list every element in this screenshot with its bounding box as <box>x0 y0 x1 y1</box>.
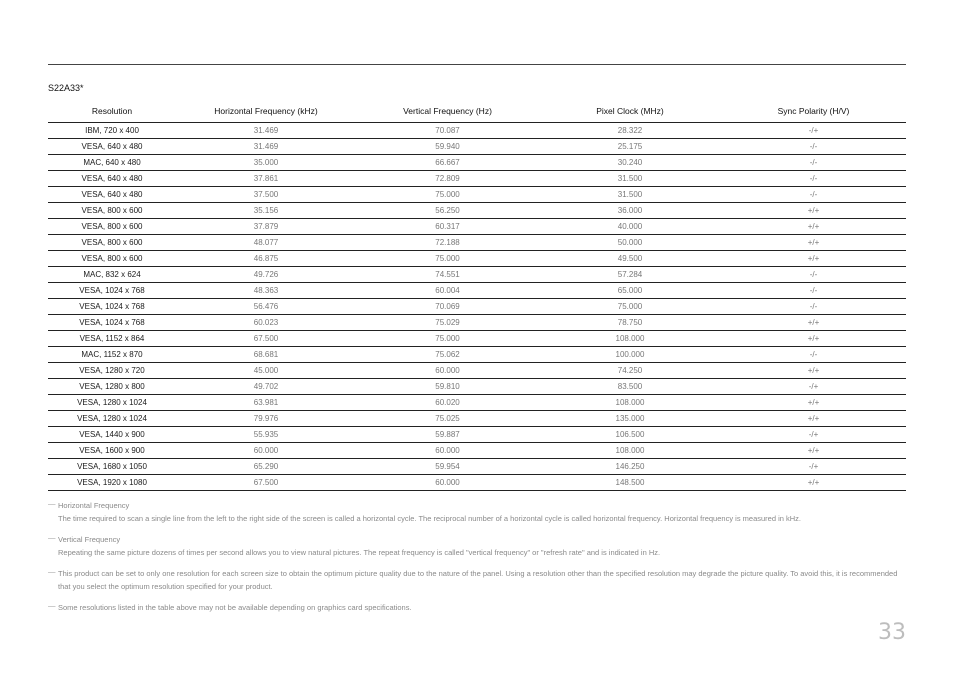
footnote-dash: ― <box>48 499 56 508</box>
footnote-text: Some resolutions listed in the table above may not be available depending on graphics card specifications. <box>58 603 412 612</box>
cell-sync-polarity: -/+ <box>721 459 906 475</box>
page-number: 33 <box>878 620 906 645</box>
cell-horizontal-frequency: 67.500 <box>176 331 356 347</box>
cell-horizontal-frequency: 49.702 <box>176 379 356 395</box>
table-row <box>48 251 906 267</box>
footnote <box>48 601 908 614</box>
cell-pixel-clock: 108.000 <box>539 331 721 347</box>
cell-sync-polarity: +/+ <box>721 395 906 411</box>
cell-pixel-clock: 75.000 <box>539 299 721 315</box>
cell-pixel-clock: 148.500 <box>539 475 721 491</box>
table-row <box>48 315 906 331</box>
cell-vertical-frequency: 72.809 <box>356 171 539 187</box>
cell-resolution: VESA, 1280 x 720 <box>48 363 176 379</box>
cell-resolution: MAC, 640 x 480 <box>48 155 176 171</box>
cell-vertical-frequency: 74.551 <box>356 267 539 283</box>
footnote-title: Vertical Frequency <box>58 535 121 544</box>
cell-vertical-frequency: 60.020 <box>356 395 539 411</box>
table-row <box>48 363 906 379</box>
cell-sync-polarity: -/- <box>721 171 906 187</box>
footnote-dash: ― <box>48 567 56 576</box>
cell-resolution: VESA, 1024 x 768 <box>48 315 176 331</box>
cell-vertical-frequency: 75.025 <box>356 411 539 427</box>
cell-pixel-clock: 146.250 <box>539 459 721 475</box>
cell-sync-polarity: -/- <box>721 139 906 155</box>
cell-sync-polarity: +/+ <box>721 331 906 347</box>
header-pixel-clock: Pixel Clock (MHz) <box>539 100 721 123</box>
cell-horizontal-frequency: 60.000 <box>176 443 356 459</box>
table-row <box>48 395 906 411</box>
header-vertical-frequency: Vertical Frequency (Hz) <box>356 100 539 123</box>
cell-pixel-clock: 31.500 <box>539 187 721 203</box>
header-resolution: Resolution <box>48 100 176 123</box>
table-row <box>48 475 906 491</box>
header-sync-polarity: Sync Polarity (H/V) <box>721 100 906 123</box>
table-row <box>48 443 906 459</box>
cell-sync-polarity: -/+ <box>721 379 906 395</box>
footnote <box>48 499 908 525</box>
table-row <box>48 347 906 363</box>
cell-resolution: IBM, 720 x 400 <box>48 123 176 139</box>
cell-horizontal-frequency: 31.469 <box>176 139 356 155</box>
cell-vertical-frequency: 60.317 <box>356 219 539 235</box>
table-row <box>48 235 906 251</box>
cell-pixel-clock: 108.000 <box>539 395 721 411</box>
top-rule <box>48 64 906 65</box>
cell-resolution: VESA, 1152 x 864 <box>48 331 176 347</box>
table-row <box>48 139 906 155</box>
cell-vertical-frequency: 75.000 <box>356 187 539 203</box>
cell-vertical-frequency: 60.000 <box>356 363 539 379</box>
cell-horizontal-frequency: 55.935 <box>176 427 356 443</box>
cell-resolution: VESA, 640 x 480 <box>48 171 176 187</box>
table-row <box>48 459 906 475</box>
cell-sync-polarity: +/+ <box>721 203 906 219</box>
cell-resolution: VESA, 1280 x 1024 <box>48 411 176 427</box>
table-row <box>48 427 906 443</box>
cell-sync-polarity: -/- <box>721 299 906 315</box>
cell-sync-polarity: +/+ <box>721 219 906 235</box>
cell-sync-polarity: -/+ <box>721 123 906 139</box>
model-name: S22A33* <box>48 83 84 93</box>
cell-vertical-frequency: 59.940 <box>356 139 539 155</box>
cell-resolution: VESA, 1280 x 1024 <box>48 395 176 411</box>
cell-resolution: VESA, 640 x 480 <box>48 187 176 203</box>
footnote <box>48 533 908 559</box>
cell-pixel-clock: 108.000 <box>539 443 721 459</box>
cell-sync-polarity: +/+ <box>721 251 906 267</box>
cell-vertical-frequency: 59.887 <box>356 427 539 443</box>
cell-pixel-clock: 135.000 <box>539 411 721 427</box>
cell-vertical-frequency: 70.069 <box>356 299 539 315</box>
cell-sync-polarity: -/- <box>721 187 906 203</box>
cell-resolution: VESA, 800 x 600 <box>48 203 176 219</box>
cell-pixel-clock: 83.500 <box>539 379 721 395</box>
cell-sync-polarity: +/+ <box>721 475 906 491</box>
table-row <box>48 123 906 139</box>
cell-vertical-frequency: 60.000 <box>356 475 539 491</box>
table-row <box>48 155 906 171</box>
cell-horizontal-frequency: 37.879 <box>176 219 356 235</box>
timing-table <box>48 100 906 491</box>
cell-vertical-frequency: 60.000 <box>356 443 539 459</box>
cell-vertical-frequency: 75.000 <box>356 251 539 267</box>
cell-horizontal-frequency: 48.363 <box>176 283 356 299</box>
cell-pixel-clock: 100.000 <box>539 347 721 363</box>
cell-pixel-clock: 74.250 <box>539 363 721 379</box>
cell-sync-polarity: -/- <box>721 283 906 299</box>
footnote-text: Repeating the same picture dozens of times per second allows you to view natural pictures. The repeat frequency is called "vertical frequency" or "refresh rate" and is indicated in Hz. <box>58 548 661 557</box>
cell-resolution: VESA, 1024 x 768 <box>48 283 176 299</box>
cell-horizontal-frequency: 45.000 <box>176 363 356 379</box>
cell-resolution: VESA, 1600 x 900 <box>48 443 176 459</box>
cell-pixel-clock: 50.000 <box>539 235 721 251</box>
table-row <box>48 411 906 427</box>
cell-resolution: VESA, 1680 x 1050 <box>48 459 176 475</box>
cell-sync-polarity: -/- <box>721 347 906 363</box>
table-row <box>48 187 906 203</box>
cell-vertical-frequency: 59.810 <box>356 379 539 395</box>
table-row <box>48 379 906 395</box>
cell-horizontal-frequency: 79.976 <box>176 411 356 427</box>
cell-resolution: VESA, 1440 x 900 <box>48 427 176 443</box>
cell-sync-polarity: -/+ <box>721 427 906 443</box>
cell-horizontal-frequency: 65.290 <box>176 459 356 475</box>
cell-sync-polarity: +/+ <box>721 411 906 427</box>
cell-pixel-clock: 30.240 <box>539 155 721 171</box>
cell-resolution: VESA, 640 x 480 <box>48 139 176 155</box>
table-row <box>48 331 906 347</box>
footnote <box>48 567 908 593</box>
cell-horizontal-frequency: 60.023 <box>176 315 356 331</box>
table-row <box>48 283 906 299</box>
table-row <box>48 171 906 187</box>
cell-pixel-clock: 106.500 <box>539 427 721 443</box>
cell-vertical-frequency: 66.667 <box>356 155 539 171</box>
cell-resolution: VESA, 1024 x 768 <box>48 299 176 315</box>
cell-horizontal-frequency: 48.077 <box>176 235 356 251</box>
cell-horizontal-frequency: 63.981 <box>176 395 356 411</box>
header-horizontal-frequency: Horizontal Frequency (kHz) <box>176 100 356 123</box>
cell-pixel-clock: 57.284 <box>539 267 721 283</box>
cell-vertical-frequency: 70.087 <box>356 123 539 139</box>
cell-pixel-clock: 31.500 <box>539 171 721 187</box>
footnotes <box>48 499 908 622</box>
cell-pixel-clock: 49.500 <box>539 251 721 267</box>
table-header-row <box>48 100 906 123</box>
cell-horizontal-frequency: 31.469 <box>176 123 356 139</box>
cell-vertical-frequency: 75.062 <box>356 347 539 363</box>
footnote-text: The time required to scan a single line from the left to the right side of the screen is called a horizontal cycle. The reciprocal number of a horizontal cycle is called horizontal frequency. Horizontal frequency is measured in kHz. <box>58 514 802 523</box>
cell-resolution: MAC, 1152 x 870 <box>48 347 176 363</box>
footnote-dash: ― <box>48 601 56 610</box>
cell-sync-polarity: +/+ <box>721 443 906 459</box>
cell-horizontal-frequency: 46.875 <box>176 251 356 267</box>
cell-pixel-clock: 36.000 <box>539 203 721 219</box>
table-row <box>48 267 906 283</box>
cell-resolution: VESA, 1920 x 1080 <box>48 475 176 491</box>
cell-vertical-frequency: 75.000 <box>356 331 539 347</box>
cell-resolution: VESA, 1280 x 800 <box>48 379 176 395</box>
cell-resolution: VESA, 800 x 600 <box>48 235 176 251</box>
footnote-dash: ― <box>48 533 56 542</box>
cell-horizontal-frequency: 35.000 <box>176 155 356 171</box>
cell-resolution: VESA, 800 x 600 <box>48 251 176 267</box>
cell-horizontal-frequency: 37.500 <box>176 187 356 203</box>
cell-pixel-clock: 25.175 <box>539 139 721 155</box>
cell-sync-polarity: -/- <box>721 155 906 171</box>
cell-horizontal-frequency: 35.156 <box>176 203 356 219</box>
cell-vertical-frequency: 60.004 <box>356 283 539 299</box>
cell-sync-polarity: +/+ <box>721 363 906 379</box>
table-row <box>48 219 906 235</box>
table-body <box>48 123 906 491</box>
cell-vertical-frequency: 75.029 <box>356 315 539 331</box>
cell-pixel-clock: 65.000 <box>539 283 721 299</box>
cell-vertical-frequency: 59.954 <box>356 459 539 475</box>
cell-sync-polarity: +/+ <box>721 235 906 251</box>
footnote-text: This product can be set to only one resolution for each screen size to obtain the optimum picture quality due to the nature of the panel. Using a resolution other than the specified resolution may degrade the picture quality. To avoid this, it is recommended that you select the optimum resolution specified for your product. <box>58 569 898 591</box>
table-row <box>48 203 906 219</box>
cell-sync-polarity: -/- <box>721 267 906 283</box>
cell-resolution: VESA, 800 x 600 <box>48 219 176 235</box>
table-row <box>48 299 906 315</box>
cell-pixel-clock: 78.750 <box>539 315 721 331</box>
cell-sync-polarity: +/+ <box>721 315 906 331</box>
cell-horizontal-frequency: 37.861 <box>176 171 356 187</box>
cell-horizontal-frequency: 67.500 <box>176 475 356 491</box>
footnote-title: Horizontal Frequency <box>58 501 130 510</box>
cell-vertical-frequency: 72.188 <box>356 235 539 251</box>
cell-vertical-frequency: 56.250 <box>356 203 539 219</box>
cell-pixel-clock: 28.322 <box>539 123 721 139</box>
cell-pixel-clock: 40.000 <box>539 219 721 235</box>
cell-horizontal-frequency: 56.476 <box>176 299 356 315</box>
cell-resolution: MAC, 832 x 624 <box>48 267 176 283</box>
cell-horizontal-frequency: 49.726 <box>176 267 356 283</box>
cell-horizontal-frequency: 68.681 <box>176 347 356 363</box>
